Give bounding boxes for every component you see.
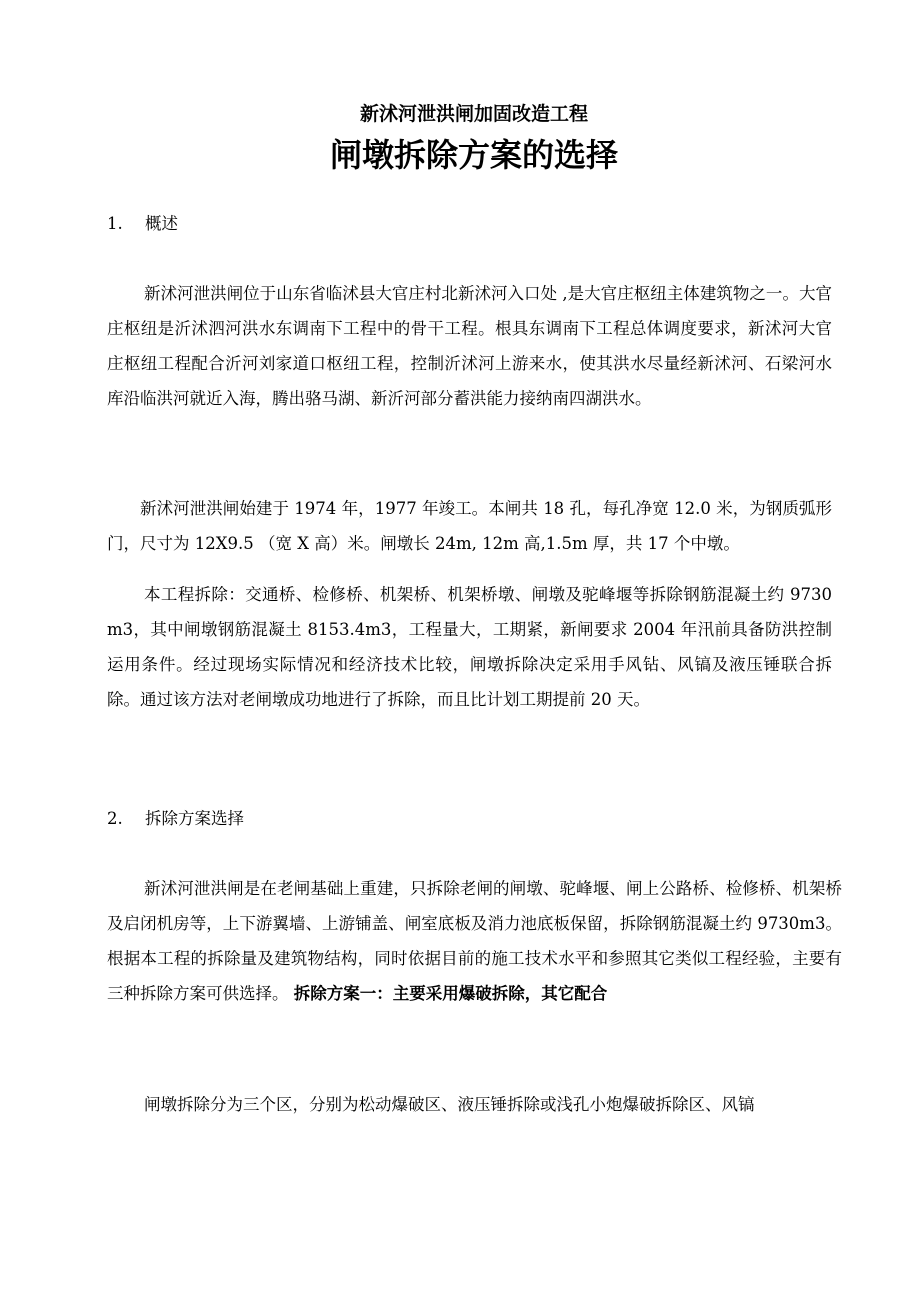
section-1-title: 概述 <box>145 214 178 233</box>
section-1-paragraph-1: 新沭河泄洪闸位于山东省临沭县大官庄村北新沭河入口处 ,是大官庄枢纽主体建筑物之一。大官庄枢纽是沂沭泗河洪水东调南下工程中的骨干工程。根具东调南下工程总体调度要求，新沭河大官庄枢纽工程配合沂河刘家道口枢纽工程，控制沂沭河上游来水，使其洪水尽量经新沭河、石梁河水库沿临洪河就近入海，腾出骆马湖、新沂河部分蓄洪能力接纳南四湖洪水。 <box>107 284 832 408</box>
document-title: 闸墩拆除方案的选择 <box>329 136 618 174</box>
section-1-paragraph-2: 新沭河泄洪闸始建于 1974 年，1977 年竣工。本闸共 18 孔，每孔净宽 12.0 米，为钢质弧形门，尺寸为 12X9.5 （宽 X 高）米。闸墩长 24m, 12m 高,1.5m 厚，共 17 个中墩。 <box>107 499 832 553</box>
section-2-paragraph-1-text: 新沭河泄洪闸是在老闸基础上重建，只拆除老闸的闸墩、驼峰堰、闸上公路桥、检修桥、机架桥及启闭机房等，上下游翼墙、上游铺盖、闸室底板及消力池底板保留，拆除钢筋混凝土约 9730m3。根据本工程的拆除量及建筑物结构，同时依据目前的施工技术水平和参照其它类似工程经验，主要有三种拆除方案可供选择。 <box>107 879 842 1003</box>
option-1-heading: 拆除方案一：主要采用爆破拆除，其它配合 <box>293 984 608 1003</box>
section-2-paragraph-2: 闸墩拆除分为三个区，分别为松动爆破区、液压锤拆除或浅孔小炮爆破拆除区、风镐 <box>144 1095 755 1114</box>
section-2-paragraph-1 <box>107 871 842 1011</box>
section-2-heading <box>107 807 244 831</box>
section-1-number: 1. <box>107 214 123 233</box>
document-subtitle: 新沭河泄洪闸加固改造工程 <box>359 103 588 125</box>
section-1-paragraph-3: 本工程拆除：交通桥、检修桥、机架桥、机架桥墩、闸墩及驼峰堰等拆除钢筋混凝土约 9730m3，其中闸墩钢筋混凝土 8153.4m3，工程量大，工期紧，新闸要求 2004 年汛前具备防洪控制运用条件。经过现场实际情况和经济技术比较，闸墩拆除决定采用手风钻、风镐及液压锤联合拆除。通过该方法对老闸墩成功地进行了拆除，而且比计划工期提前 20 天。 <box>107 585 832 709</box>
section-2-title: 拆除方案选择 <box>145 809 244 828</box>
section-1-heading <box>107 212 178 236</box>
section-2-number: 2. <box>107 809 123 828</box>
